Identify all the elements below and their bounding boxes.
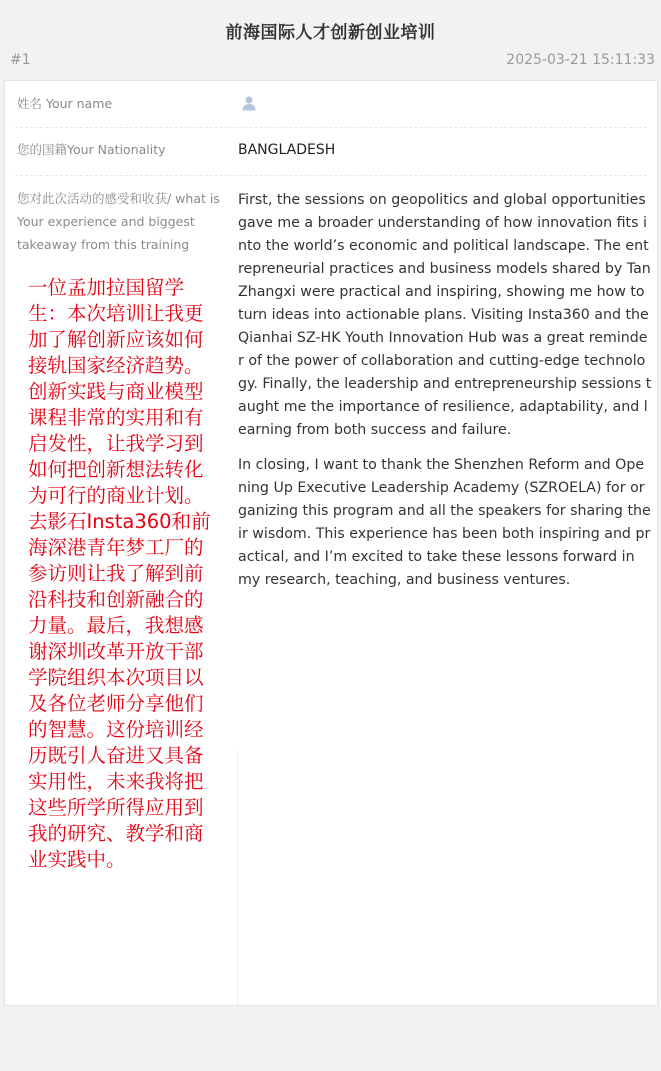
record-meta bbox=[0, 50, 661, 74]
column-divider bbox=[237, 751, 238, 1071]
chinese-translation-annotation: 一位孟加拉国留学生：本次培训让我更加了解创新应该如何接轨国家经济趋势。创新实践与商业模型课程非常的实用和有启发性，让我学习到如何把创新想法转化为可行的商业计划。去影石Insta360和前海深港青年梦工厂的参访则让我了解到前沿科技和创新融合的力量。最后，我想感谢深圳改革开放干部学院组织本次项目以及各位老师分享他们的智慧。这份培训经历既引人奋进又具备实用性，未来我将把这些所学所得应用到我的研究、教学和商业实践中。 bbox=[28, 276, 211, 871]
field-row-name bbox=[15, 81, 647, 128]
experience-answer bbox=[238, 189, 652, 604]
user-icon bbox=[241, 95, 257, 111]
nationality-label: 您的国籍Your Nationality bbox=[17, 142, 166, 157]
field-row-nationality bbox=[15, 127, 647, 176]
nationality-value: BANGLADESH bbox=[238, 142, 336, 158]
page-title: 前海国际人才创新创业培训 bbox=[225, 23, 436, 43]
experience-paragraph-2: In closing, I want to thank the Shenzhen Reform and Opening Up Executive Leadership Academy (SZROELA) for organizing this program and all the speakers for sharing their wisdom. This experience has been both inspiring and practical, and I’m excited to take these lessons forward in my research, teaching, and business ventures. bbox=[238, 457, 651, 588]
experience-label: 您对此次活动的感受和收获/ what is Your experience and biggest takeaway from this training bbox=[17, 191, 220, 252]
submission-timestamp: 2025-03-21 15:11:33 bbox=[506, 52, 655, 68]
record-number: #1 bbox=[10, 52, 31, 68]
name-label: 姓名 Your name bbox=[17, 96, 113, 111]
experience-paragraph-1: First, the sessions on geopolitics and global opportunities gave me a broader understanding of how innovation fits into the world’s economic and political landscape. The entrepreneurial practices and business models shared by Tan Zhangxi were practical and inspiring, showing me how to turn ideas into actionable plans. Visiting Insta360 and the Qianhai SZ-HK Youth Innovation Hub was a great reminder of the power of collaboration and cutting-edge technology. Finally, the leadership and entrepreneurship sessions taught me the importance of resilience, adaptability, and learning from both success and failure. bbox=[238, 192, 652, 438]
